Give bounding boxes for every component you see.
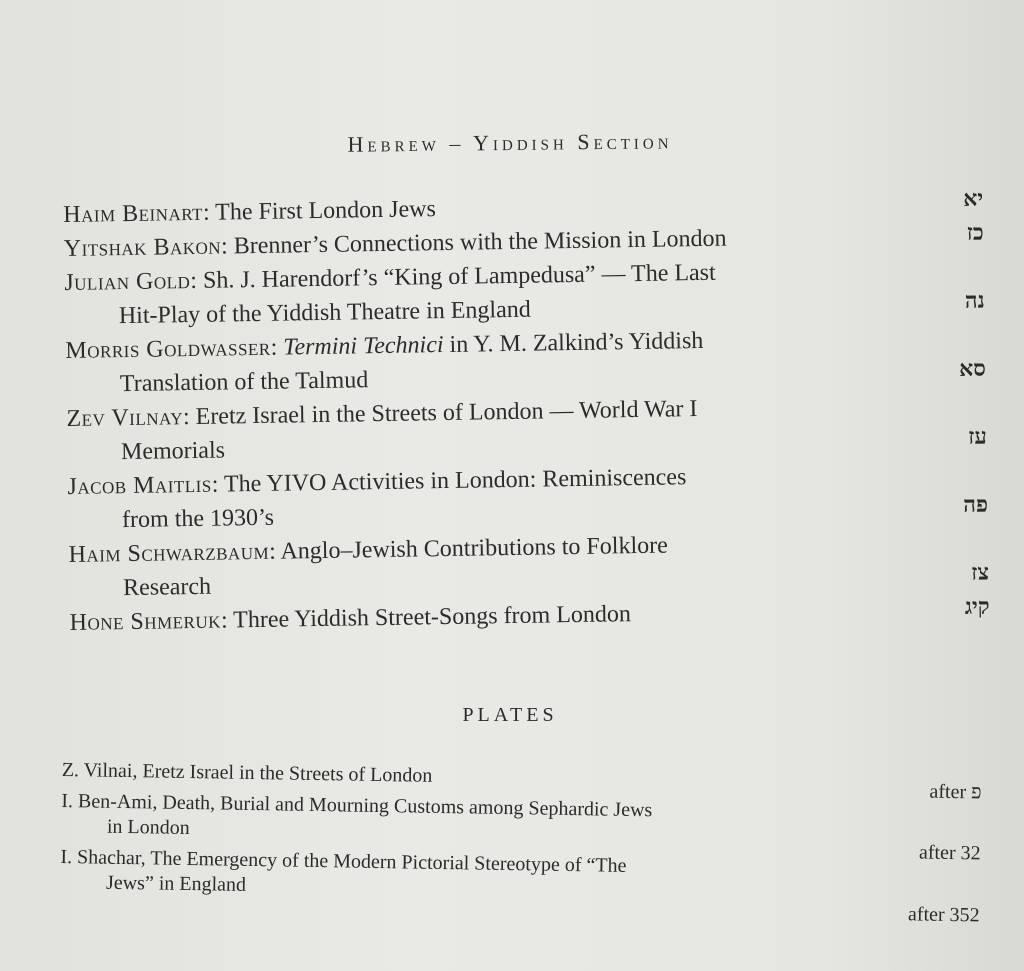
entry-page-number: כז (966, 219, 984, 245)
plate-entry (60, 845, 981, 927)
entry-title: The YIVO Activities in London: Reminiscences (223, 464, 687, 498)
table-of-contents (63, 184, 990, 640)
entry-author: Haim Schwarzbaum (68, 538, 270, 568)
entry-title-continued: Translation of the Talmud (119, 367, 369, 398)
plate-line: I. Ben-Ami, Death, Burial and Mourning Customs among Sephardic Jews (61, 789, 653, 822)
entry-page-number: עז (968, 423, 988, 449)
plates-list (60, 758, 982, 927)
entry-title-italic: Termini Technici (283, 332, 444, 361)
entry-page-number: יא (963, 185, 984, 211)
entry-author: Zev Vilnay (66, 404, 184, 432)
entry-title-continued: Memorials (120, 437, 226, 466)
entry-author: Hone Shmeruk (69, 607, 222, 636)
entry-title: Sh. J. Harendorf’s “King of Lampedusa” — The Last (202, 259, 716, 294)
entry-author: Haim Beinart (63, 199, 204, 228)
author-separator: : (211, 471, 219, 498)
entry-page-number: פה (963, 491, 989, 517)
author-separator: : (268, 538, 276, 565)
entry-page-number: נה (964, 287, 985, 313)
entry-title: Three Yiddish Street-Songs from London (232, 601, 632, 634)
plate-line: Z. Vilnai, Eretz Israel in the Streets of London (61, 758, 433, 787)
plate-line-continued: Jews” in England (105, 871, 247, 896)
plate-line-continued: in London (106, 815, 190, 840)
author-separator: : (190, 267, 198, 295)
plate-page-ref: after פ (929, 780, 982, 804)
entry-page-number: קיג (964, 593, 990, 619)
plate-line: I. Shachar, The Emergency of the Modern Pictorial Stereotype of “The (60, 845, 627, 877)
plate-page-ref: after 32 (918, 841, 981, 865)
entry-author: Jacob Maitlis (67, 471, 212, 500)
author-separator: : (182, 404, 190, 431)
entry-title-continued: from the 1930’s (121, 504, 275, 534)
entry-author: Julian Gold (64, 268, 191, 296)
plates-heading: PLATES (462, 704, 558, 726)
author-separator: : (270, 334, 278, 361)
entry-page-number: צז (971, 559, 990, 585)
plate-page-ref: after 352 (907, 903, 980, 927)
author-separator: : (220, 233, 228, 260)
entry-title: Anglo–Jewish Contributions to Folklore (280, 532, 668, 565)
section-title: Hebrew – Yiddish Section (347, 128, 673, 157)
entry-page-number: סא (958, 355, 986, 381)
entry-title: Eretz Israel in the Streets of London — World War I (195, 396, 698, 430)
entry-title-continued: Hit-Play of the Yiddish Theatre in England (118, 296, 531, 330)
entry-title: in Y. M. Zalkind’s Yiddish (449, 327, 704, 358)
author-separator: : (220, 607, 228, 634)
entry-title: The First London Jews (214, 196, 437, 226)
author-separator: : (202, 199, 210, 226)
entry-title-continued: Research (122, 573, 212, 602)
entry-author: Morris Goldwasser (65, 334, 271, 364)
entry-author: Yitshak Bakon (63, 233, 222, 262)
entry-title: Brenner’s Connections with the Mission in London (233, 225, 727, 260)
